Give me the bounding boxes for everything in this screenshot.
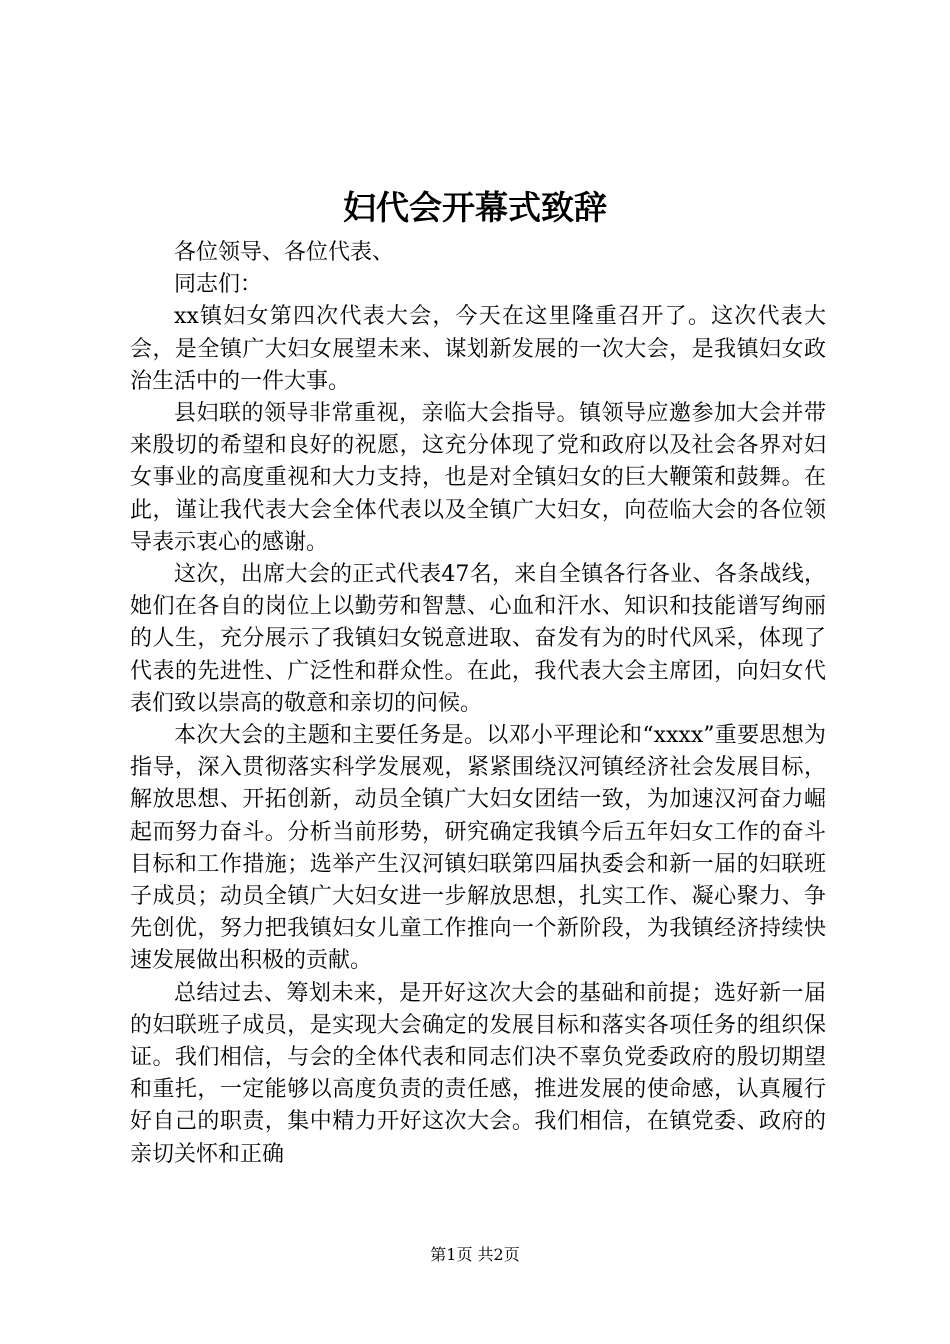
body-paragraph: 本次大会的主题和主要任务是。以邓小平理论和“xxxx”重要思想为指导，深入贯彻落实科学发展观，紧紧围绕汉河镇经济社会发展目标，解放思想、开拓创新，动员全镇广大妇女团结一致，为加速汉河奋力崛起而努力奋斗。分析当前形势，研究确定我镇今后五年妇女工作的奋斗目标和工作措施；选举产生汉河镇妇联第四届执委会和新一届的妇联班子成员；动员全镇广大妇女进一步解放思想，扎实工作、凝心聚力、争先创优，努力把我镇妇女儿童工作推向一个新阶段，为我镇经济持续快速发展做出积极的贡献。 [130,723,827,974]
body-paragraph: 这次，出席大会的正式代表47名，来自全镇各行各业、各条战线，她们在各自的岗位上以勤劳和智慧、心血和汗水、知识和技能谱写绚丽的人生，充分展示了我镇妇女锐意进取、奋发有为的时代风采，体现了代表的先进性、广泛性和群众性。在此，我代表大会主席团，向妇女代表们致以崇高的敬意和亲切的问候。 [130,562,826,716]
salutation-line-2: 同志们： [174,272,263,298]
salutation-line-1: 各位领导、各位代表、 [174,240,395,265]
document-title: 妇代会开幕式致辞 [343,188,607,227]
body-paragraph: 县妇联的领导非常重视，亲临大会指导。镇领导应邀参加大会并带来殷切的希望和良好的祝愿，这充分体现了党和政府以及社会各界对妇女事业的高度重视和大力支持，也是对全镇妇女的巨大鞭策和鼓舞。在此，谨让我代表大会全体代表以及全镇广大妇女，向莅临大会的各位领导表示衷心的感谢。 [130,401,826,555]
body-paragraph: 总结过去、筹划未来，是开好这次大会的基础和前提；选好新一届的妇联班子成员，是实现大会确定的发展目标和落实各项任务的组织保证。我们相信，与会的全体代表和同志们决不辜负党委政府的殷切期望和重托，一定能够以高度负责的责任感，推进发展的使命感，认真履行好自己的职责，集中精力开好这次大会。我们相信，在镇党委、政府的亲切关怀和正确 [130,980,826,1167]
document-body [130,237,826,1171]
body-paragraph: xx镇妇女第四次代表大会，今天在这里隆重召开了。这次代表大会，是全镇广大妇女展望未来、谋划新发展的一次大会，是我镇妇女政治生活中的一件大事。 [130,304,826,394]
page-footer: 第1页 共2页 [430,1245,520,1264]
